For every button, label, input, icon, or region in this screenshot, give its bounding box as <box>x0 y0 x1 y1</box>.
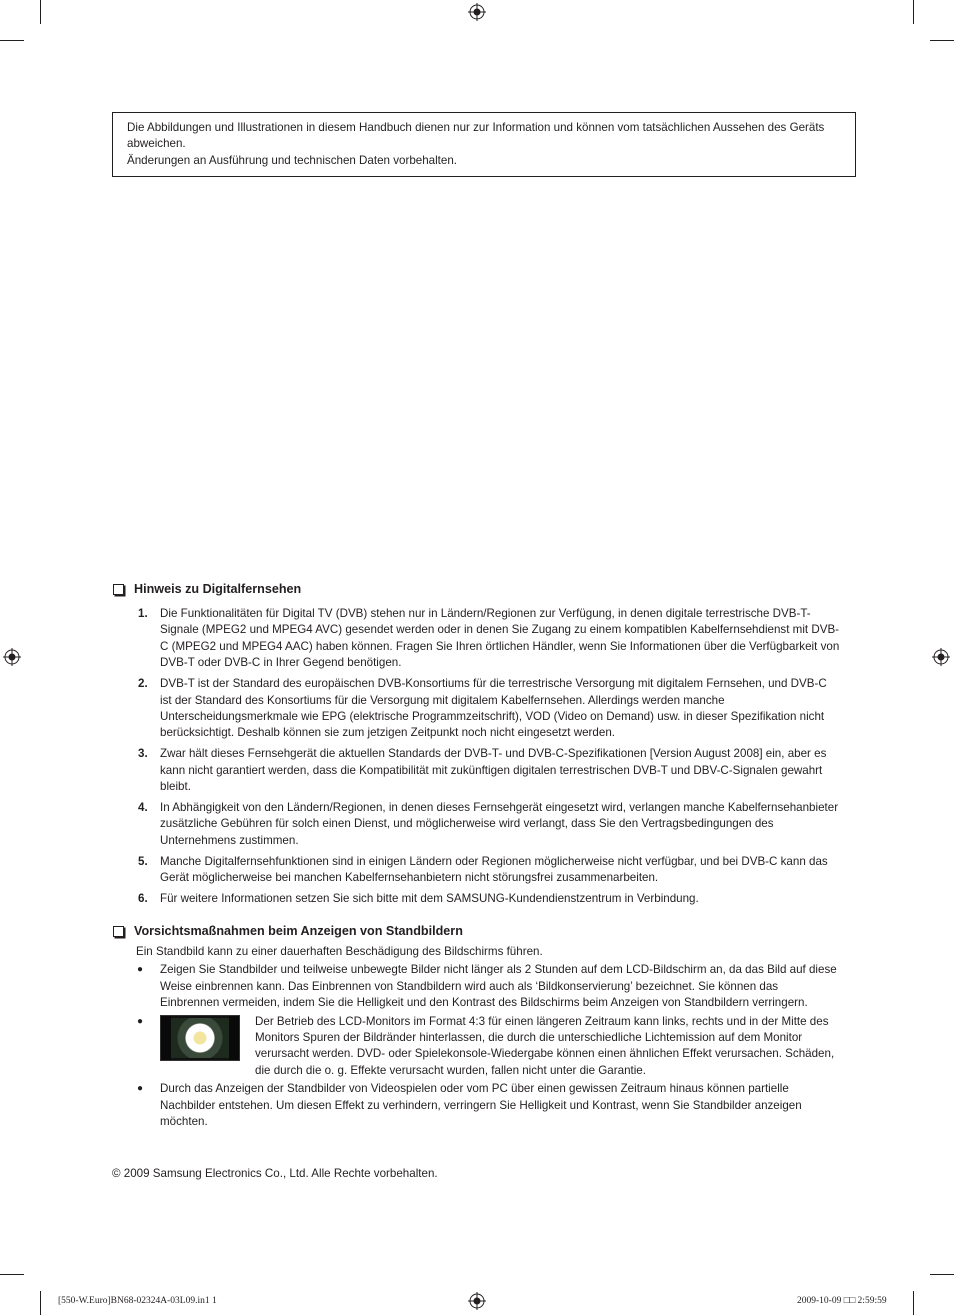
bullet-icon: ● <box>137 964 144 976</box>
checkbox-bullet-icon <box>113 926 124 937</box>
list-item <box>112 606 840 672</box>
item-text: Für weitere Informationen setzen Sie sich bitte mit dem SAMSUNG-Kundendienstzentrum in Verbindung. <box>160 892 699 905</box>
item-text: Manche Digitalfernsehfunktionen sind in einigen Ländern oder Regionen möglicherweise nicht verfügbar, und bei DVB-C kann das Gerät möglicherweise bei manchen Kabelfernsehanbietern nicht störungsfrei zusammenarbeiten. <box>160 854 828 885</box>
list-item <box>112 1081 840 1130</box>
item-text: DVB-T ist der Standard des europäischen DVB-Konsortiums für die terrestrische Versorgung mit digitalem Fernsehen, und DVB-C ist der Standard des Konsortiums für die Versorgung mit digitalem Kabelfernsehen. Allerdings werden manche Unterscheidungsmerkmale wie EPG (elektrische Programmzeitschrift), VOD (Video on Demand) usw. in dieser Spezifikation nicht berücksichtigt. Deshalb können sie zum jetzigen Zeitpunkt noch nicht eingesetzt werden. <box>160 677 827 740</box>
list-item <box>112 854 840 887</box>
still-image-section <box>112 923 840 1132</box>
list-item <box>112 676 840 742</box>
item-number: 5. <box>138 854 148 868</box>
item-text: Der Betrieb des LCD-Monitors im Format 4:3 für einen längeren Zeitraum kann links, rechts und in der Mitte des Monitors Spuren der Bildränder hinterlassen, die durch die unterschiedliche Lichtemission auf dem Monitor verursacht werden. DVD- oder Spielekonsole-Wiedergabe können einen ähnlichen Effekt verursachen. Schäden, die durch die o. g. Effekte verursacht wurden, fallen nicht unter die Garantie. <box>255 1014 835 1077</box>
crop-mark <box>913 1291 914 1315</box>
crop-mark <box>40 0 41 24</box>
crop-mark <box>0 40 24 41</box>
item-number: 2. <box>138 677 148 691</box>
item-text: Zwar hält dieses Fernsehgerät die aktuellen Standards der DVB-T- und DVB-C-Spezifikationen [Version August 2008] ein, aber es kann nicht garantiert werden, dass die Kompatibilität mit zukünftigen digitalen terrestrischen DVB-T und DBV-C-Signalen gewahrt bleibt. <box>160 747 827 794</box>
item-text: In Abhängigkeit von den Ländern/Regionen, in denen dieses Fernsehgerät eingesetzt wird, verlangen manche Kabelfernsehanbieter zusätzliche Gebühren für solch einen Dienst, und möglicherweise wird verlangt, dass Sie den Vertragsbedingungen des Unternehmens zustimmen. <box>160 800 839 847</box>
list-item <box>112 891 840 907</box>
item-text: Durch das Anzeigen der Standbilder von Videospielen oder vom PC über einen gewissen Zeitraum hinaus können partielle Nachbilder entstehen. Um diesen Effekt zu verhindern, verringern Sie Helligkeit und Kontrast, wenn Sie Standbilder anzeigen möchten. <box>160 1082 802 1129</box>
copyright-text: © 2009 Samsung Electronics Co., Ltd. Alle Rechte vorbehalten. <box>112 1167 438 1180</box>
print-footer-left: [550-W.Euro]BN68-02324A-03L09.in1 1 <box>58 1296 217 1306</box>
section-heading <box>112 581 840 597</box>
section-title: Hinweis zu Digitalfernsehen <box>134 582 302 596</box>
disclaimer-text: Die Abbildungen und Illustrationen in diesem Handbuch dienen nur zur Information und können vom tatsächlichen Aussehen des Geräts abweichen. <box>127 121 825 151</box>
bullet-icon: ● <box>137 1083 144 1095</box>
registration-mark-icon <box>468 3 486 21</box>
item-text: Die Funktionalitäten für Digital TV (DVB) stehen nur in Ländern/Regionen zur Verfügung, in denen digitale terrestrische DVB-T-Signale (MPEG2 und MPEG4 AVC) gesendet werden oder in denen Sie Zugang zu einem kompatiblen Kabelfernsehdienst mit DVB-C (MPEG2 und MPEG4 AAC) haben können. Fragen Sie Ihren örtlichen Händler, wenn Sie Informationen über die Verfügbarkeit von DVB-T oder DVB-C in Ihrer Gegend benötigen. <box>160 607 840 670</box>
checkbox-bullet-icon <box>113 584 124 595</box>
print-footer-right: 2009-10-09 □□ 2:59:59 <box>797 1296 887 1306</box>
section-heading <box>112 923 840 939</box>
item-number: 1. <box>138 607 148 620</box>
list-item <box>112 746 840 795</box>
crop-mark <box>930 40 954 41</box>
list-item <box>112 800 840 849</box>
crop-mark <box>40 1291 41 1315</box>
disclaimer-box <box>112 112 856 177</box>
digital-tv-section <box>112 581 840 912</box>
registration-mark-icon <box>468 1292 486 1310</box>
disclaimer-text: Änderungen an Ausführung und technischen Daten vorbehalten. <box>127 153 458 167</box>
item-number: 3. <box>138 747 148 761</box>
section-intro: Ein Standbild kann zu einer dauerhaften Beschädigung des Bildschirms führen. <box>136 945 543 958</box>
registration-mark-icon <box>3 648 21 666</box>
tv-screen-image <box>160 1015 240 1061</box>
numbered-list <box>112 606 840 907</box>
registration-mark-icon <box>932 648 950 666</box>
item-number: 6. <box>138 892 148 905</box>
section-title: Vorsichtsmaßnahmen beim Anzeigen von Standbildern <box>134 924 463 938</box>
list-item <box>112 1014 840 1080</box>
list-item <box>112 962 840 1011</box>
bullet-icon: ● <box>137 1015 144 1027</box>
bullet-list <box>112 962 840 1130</box>
item-text: Zeigen Sie Standbilder und teilweise unbewegte Bilder nicht länger als 2 Stunden auf dem LCD-Bildschirm an, da das Bild auf diese Weise einbrennen kann. Das Einbrennen von Standbildern wird auch als ‘Bildkonservierung’ bezeichnet. Sie können das Einbrennen vermeiden, indem Sie die Helligkeit und den Kontrast des Bildschirms beim Anzeigen von Standbildern verringern. <box>160 963 837 1010</box>
crop-mark <box>913 0 914 24</box>
item-number: 4. <box>138 800 148 814</box>
crop-mark <box>0 1274 24 1275</box>
crop-mark <box>930 1274 954 1275</box>
